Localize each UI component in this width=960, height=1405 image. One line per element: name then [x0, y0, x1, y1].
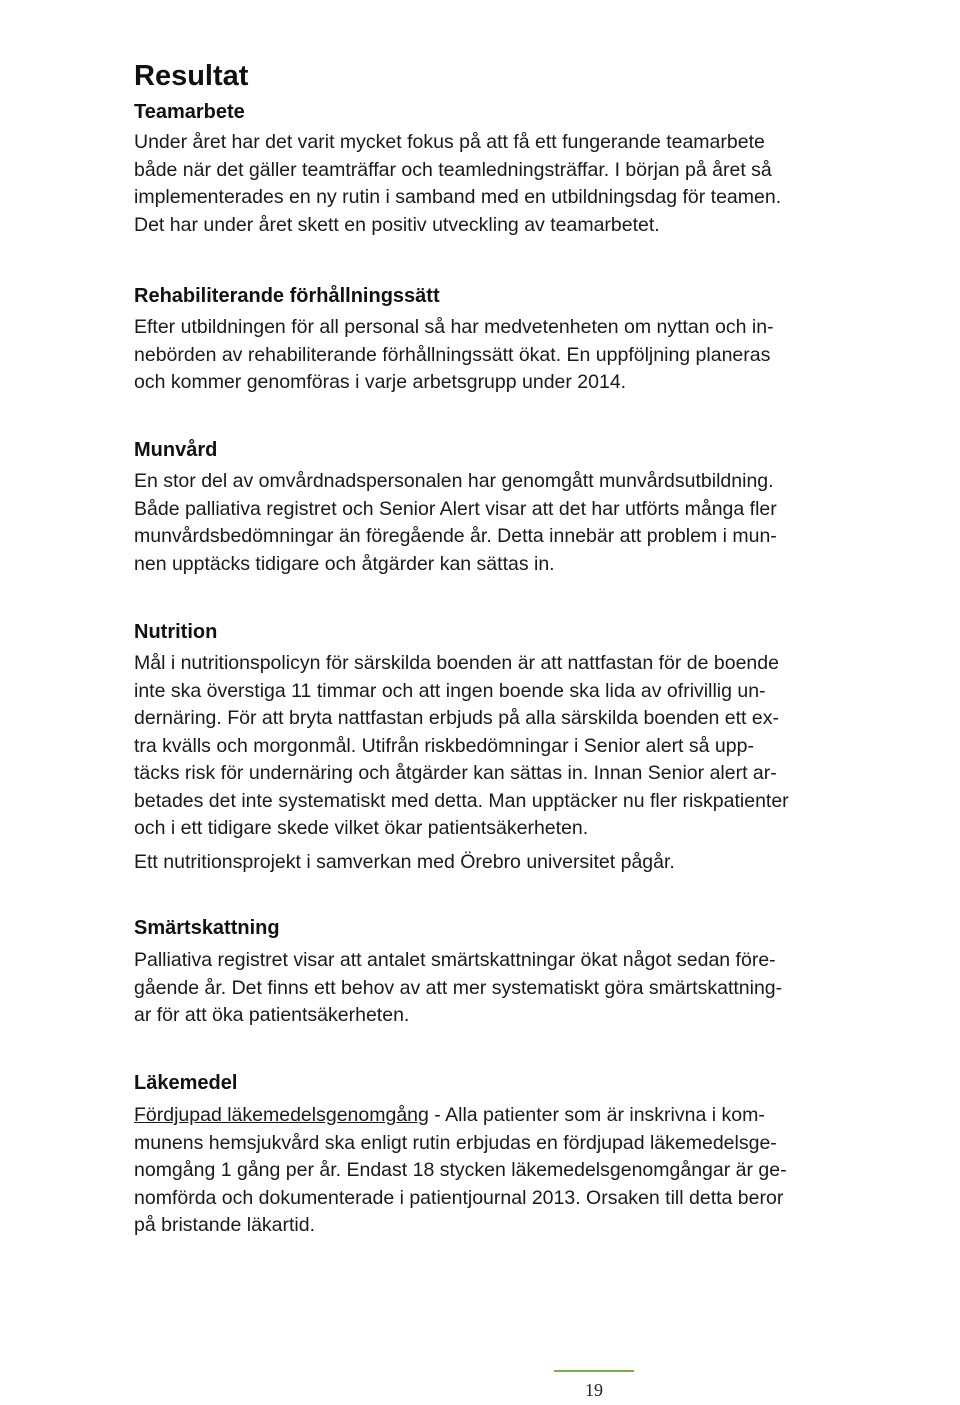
section-body — [134, 947, 934, 1030]
text-line — [134, 1102, 934, 1130]
text-line: Både palliativa registret och Senior Alert visar att det har utförts många fler — [134, 497, 777, 520]
section-heading: Munvård — [134, 439, 218, 461]
text-line: En stor del av omvårdnadspersonalen har genomgått munvårdsutbildning. — [134, 470, 774, 492]
text-line: nomförda och dokumenterade i patientjournal 2013. Orsaken till detta beror — [134, 1186, 784, 1209]
text-line: nen upptäcks tidigare och åtgärder kan sättas in. — [134, 552, 555, 575]
section-lakemedel — [134, 1070, 934, 1240]
text-line: gående år. Det finns ett behov av att mer systematiskt göra smärtskattning- — [134, 976, 783, 999]
section-nutrition — [134, 619, 934, 876]
text-line: dernäring. För att bryta nattfastan erbjuds på alla särskilda boenden ett ex- — [134, 707, 779, 729]
text-line: Mål i nutritionspolicyn för särskilda boenden är att nattfastan för de boende — [134, 652, 779, 674]
text-line: på bristande läkartid. — [134, 1214, 316, 1236]
text-line: Under året har det varit mycket fokus på att få ett fungerande teamarbete — [134, 131, 765, 153]
text-line: och i ett tidigare skede vilket ökar patientsäkerheten. — [134, 817, 589, 839]
text-line: och kommer genomföras i varje arbetsgrupp under 2014. — [134, 371, 627, 393]
section-heading: Teamarbete — [134, 101, 245, 123]
section-heading: Nutrition — [134, 621, 218, 643]
section-munvard — [134, 437, 934, 578]
text-line: Det har under året skett en positiv utveckling av teamarbetet. — [134, 213, 660, 236]
section-body — [134, 314, 934, 397]
text-line: nebörden av rehabiliterande förhållningssätt ökat. En uppföljning planeras — [134, 343, 771, 366]
text-line: implementerades en ny rutin i samband med en utbildningsdag för teamen. — [134, 186, 782, 208]
underlined-term: Fördjupad läkemedelsgenomgång — [134, 1104, 429, 1126]
text-line: både när det gäller teamträffar och teamledningsträffar. I början på året så — [134, 158, 772, 181]
text-line: Efter utbildningen för all personal så har medvetenheten om nyttan och in- — [134, 316, 774, 338]
section-heading: Läkemedel — [134, 1072, 238, 1094]
section-extra-paragraph — [134, 849, 934, 877]
text-line: tra kvälls och morgonmål. Utifrån riskbedömningar i Senior alert så upp- — [134, 734, 754, 757]
text-line: inte ska överstiga 11 timmar och att ingen boende ska lida av ofrivillig un- — [134, 679, 766, 702]
page-number: 19 — [585, 1380, 603, 1400]
text-line: munens hemsjukvård ska enligt rutin erbjudas en fördjupad läkemedelsge- — [134, 1131, 777, 1154]
page-title: Resultat — [134, 60, 249, 92]
section-body — [134, 650, 934, 843]
section-rehabiliterande — [134, 283, 934, 397]
section-smartskattning — [134, 915, 934, 1030]
section-body — [134, 129, 934, 239]
text-line: Ett nutritionsprojekt i samverkan med Örebro universitet pågår. — [134, 850, 675, 873]
text-line: täcks risk för undernäring och åtgärder kan sättas in. Innan Senior alert ar- — [134, 762, 777, 784]
text-line: ar för att öka patientsäkerheten. — [134, 1004, 410, 1026]
text-line: nomgång 1 gång per år. Endast 18 stycken läkemedelsgenomgångar är ge- — [134, 1159, 787, 1181]
section-body — [134, 468, 934, 578]
text-fragment: - Alla patienter som är inskrivna i kom- — [428, 1104, 765, 1126]
text-line: munvårdsbedömningar än föregående år. Detta innebär att problem i mun- — [134, 525, 777, 547]
section-heading: Smärtskattning — [134, 917, 280, 939]
text-line: betades det inte systematiskt med detta. Man upptäcker nu fler riskpatienter — [134, 789, 789, 812]
section-heading: Rehabiliterande förhållningssätt — [134, 285, 440, 307]
section-teamarbete — [134, 99, 934, 239]
section-body — [134, 1102, 934, 1240]
text-line: Palliativa registret visar att antalet smärtskattningar ökat något sedan före- — [134, 949, 776, 971]
footer-rule — [554, 1370, 634, 1372]
